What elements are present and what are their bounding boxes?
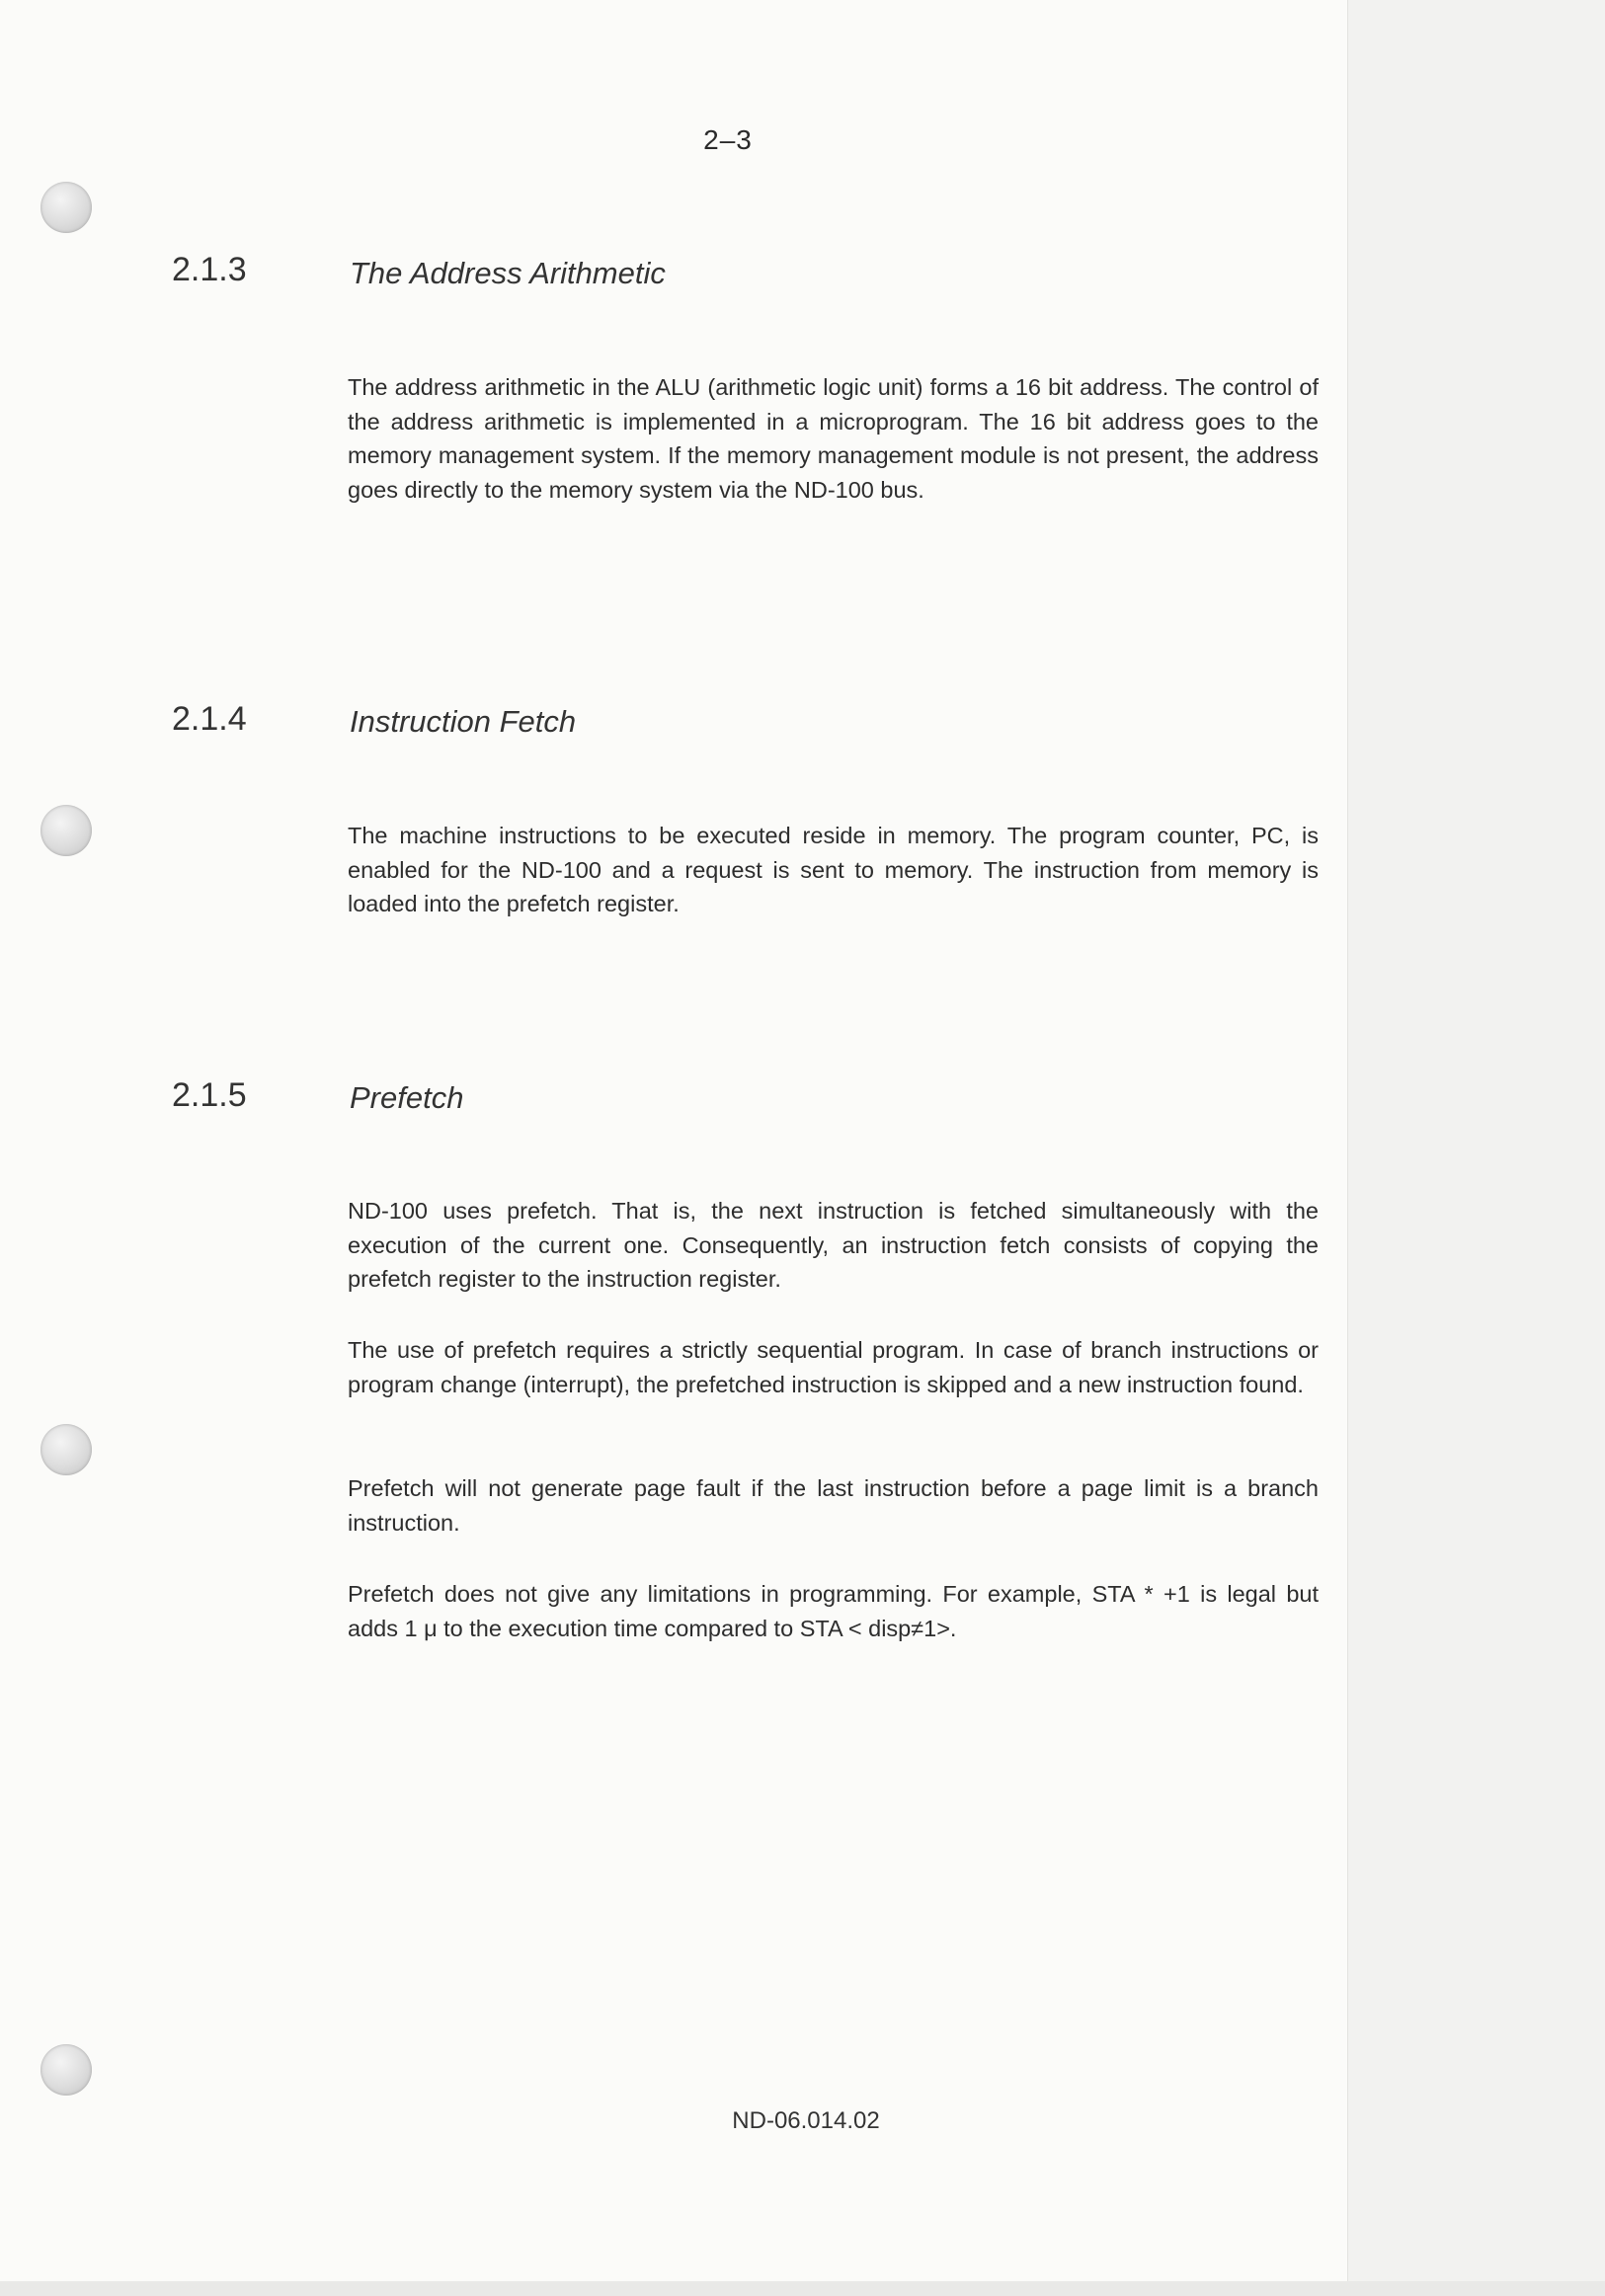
binder-hole xyxy=(40,182,92,233)
page-right-margin xyxy=(1347,0,1605,2296)
paragraph: The address arithmetic in the ALU (arithmetic logic unit) forms a 16 bit address. The control of the address arithmetic is implemented in a microprogram. The 16 bit address goes to the memory management system. If the memory management module is not present, the address goes directly to the memory system via the ND-100 bus. xyxy=(348,374,1319,503)
section-title: Instruction Fetch xyxy=(350,704,577,739)
section-number: 2.1.5 xyxy=(172,1076,247,1114)
page-bottom-edge xyxy=(0,2281,1605,2296)
section-number: 2.1.3 xyxy=(172,251,247,288)
section-title: The Address Arithmetic xyxy=(350,256,666,290)
paragraph: The use of prefetch requires a strictly sequential program. In case of branch instructions or program change (interrupt), the prefetched instruction is skipped and a new instruction found. xyxy=(348,1337,1319,1397)
paragraph: ND-100 uses prefetch. That is, the next instruction is fetched simultaneously with the execution of the current one. Consequently, an instruction fetch consists of copying the prefetch register to the instruction register. xyxy=(348,1198,1319,1292)
document-id: ND-06.014.02 xyxy=(732,2107,880,2134)
section-title: Prefetch xyxy=(350,1080,464,1115)
paragraph: Prefetch will not generate page fault if the last instruction before a page limit is a branch instruction. xyxy=(348,1475,1319,1536)
binder-hole xyxy=(40,805,92,856)
section-number: 2.1.4 xyxy=(172,700,247,738)
paragraph: The machine instructions to be executed reside in memory. The program counter, PC, is enabled for the ND-100 and a request is sent to memory. The instruction from memory is loaded into the prefetch register. xyxy=(348,823,1319,916)
binder-hole xyxy=(40,1424,92,1475)
binder-hole xyxy=(40,2044,92,2096)
paragraph: Prefetch does not give any limitations in programming. For example, STA * +1 is legal but adds 1 μ to the execution time compared to STA < disp≠1>. xyxy=(348,1581,1319,1641)
page-number: 2–3 xyxy=(703,124,753,155)
